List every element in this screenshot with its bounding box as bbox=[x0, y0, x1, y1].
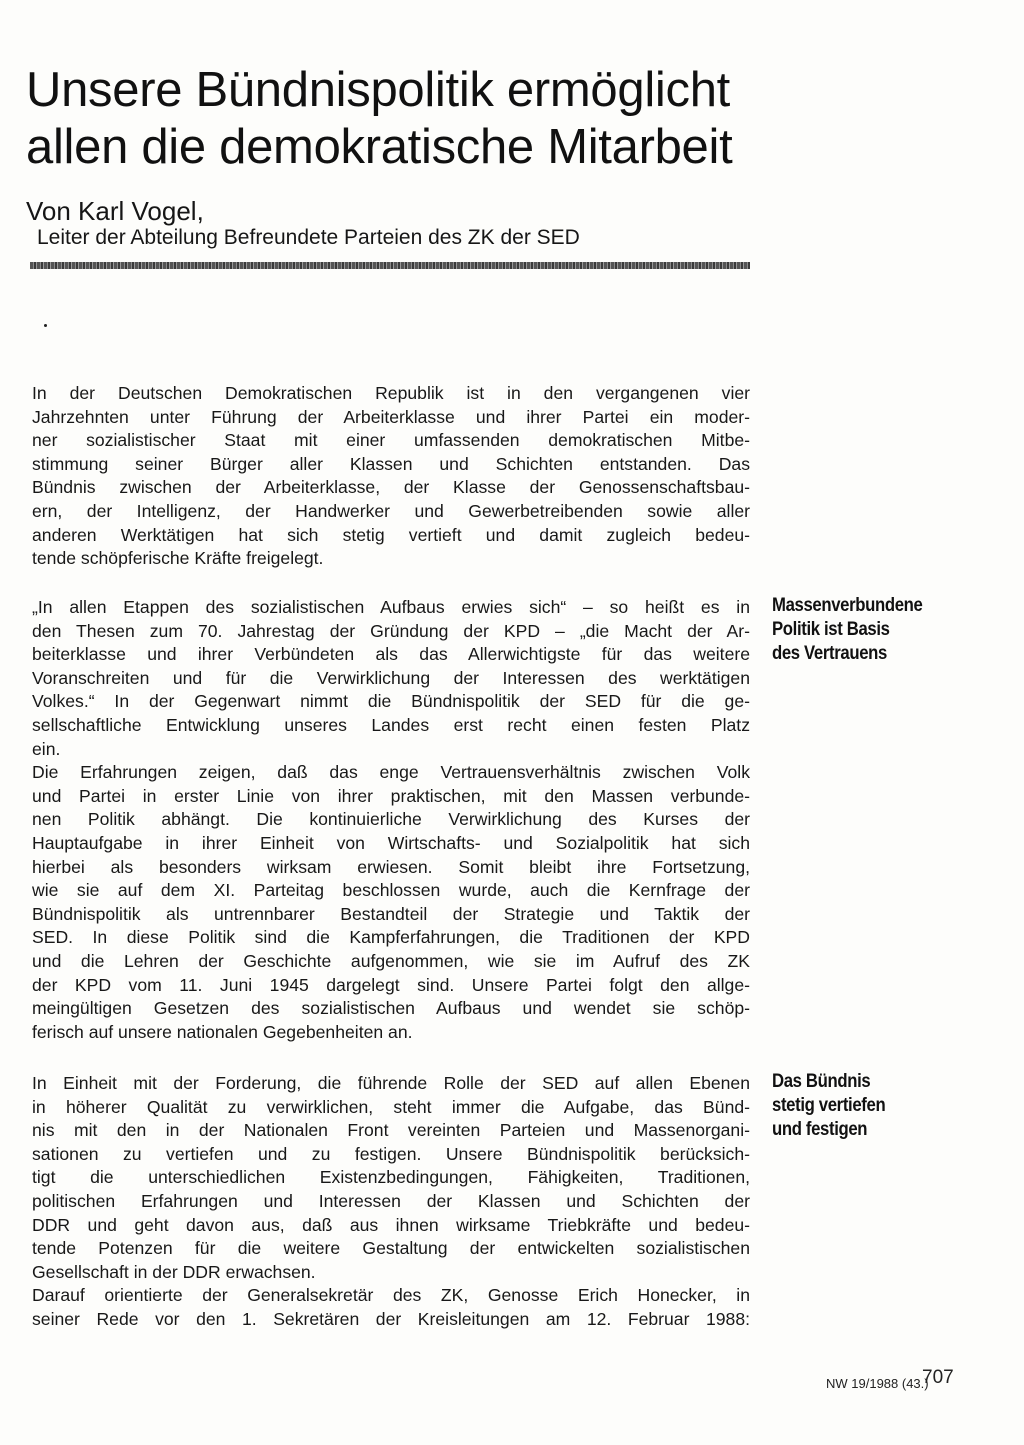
print-speck bbox=[44, 324, 47, 327]
text-line: In der Deutschen Demokratischen Republik ist in den vergangenen vier bbox=[32, 383, 750, 403]
paragraph bbox=[32, 596, 750, 761]
text-line: ner sozialistischer Staat mit einer umfassenden demokratischen Mitbe- bbox=[32, 430, 750, 451]
paragraph bbox=[32, 1284, 750, 1331]
issue-reference: NW 19/1988 (43.) bbox=[826, 1376, 929, 1391]
text-line: stimmung seiner Bürger aller Klassen und Schichten entstanden. Das bbox=[32, 453, 750, 474]
text-line: Die Erfahrungen zeigen, daß das enge Vertrauensverhältnis zwischen Volk bbox=[32, 762, 750, 783]
text-line: in höherer Qualität zu verwirklichen, steht immer die Aufgabe, das Bünd- bbox=[32, 1096, 750, 1117]
text-line: wie sie auf dem XI. Parteitag beschlossen wurde, auch die Kernfrage der bbox=[32, 880, 750, 901]
text-line: Hauptaufgabe in ihrer Einheit von Wirtschafts- und Sozialpolitik hat sich bbox=[32, 832, 750, 853]
text-line: nis mit den in der Nationalen Front vereinten Parteien und Massenorgani- bbox=[32, 1120, 750, 1141]
text-line: „In allen Etappen des sozialistischen Aufbaus erwies sich“ – so heißt es in bbox=[32, 597, 750, 617]
text-line: Voranschreiten und für die Verwirklichung der Interessen des werktätigen bbox=[32, 667, 750, 688]
author-affiliation: Leiter der Abteilung Befreundete Parteien des ZK der SED bbox=[37, 226, 580, 249]
text-line: ern, der Intelligenz, der Handwerker und Gewerbetreibenden sowie aller bbox=[32, 500, 750, 521]
text-line: In Einheit mit der Forderung, die führende Rolle der SED auf allen Ebenen bbox=[32, 1073, 750, 1093]
text-line: seiner Rede vor den 1. Sekretären der Kreisleitungen am 12. Februar 1988: bbox=[32, 1308, 750, 1329]
margin-heading bbox=[772, 594, 948, 666]
title-divider-rule bbox=[30, 262, 750, 269]
title-line: Unsere Bündnispolitik ermöglicht bbox=[26, 63, 730, 117]
margin-heading-line: des Vertrauens bbox=[772, 643, 887, 664]
paragraph bbox=[32, 382, 750, 571]
text-line: hierbei als besonders wirksam erwiesen. Somit bleibt ihre Fortsetzung, bbox=[32, 856, 750, 877]
margin-heading-line: stetig vertiefen bbox=[772, 1095, 886, 1116]
text-line: anderen Werktätigen hat sich stetig vertieft und damit zugleich bedeu- bbox=[32, 524, 750, 545]
text-line: den Thesen zum 70. Jahrestag der Gründung der KPD – „die Macht der Ar- bbox=[32, 620, 750, 641]
margin-heading-line: Massenverbundene bbox=[772, 595, 923, 616]
text-line: DDR und geht davon aus, daß aus ihnen wirksame Triebkräfte und bedeu- bbox=[32, 1214, 750, 1235]
text-line: beiterklasse und ihrer Verbündeten als das Allerwichtigste für das weitere bbox=[32, 644, 750, 665]
margin-heading-line: und festigen bbox=[772, 1119, 868, 1140]
text-line: Jahrzehnten unter Führung der Arbeiterklasse und ihrer Partei ein moder- bbox=[32, 406, 750, 427]
text-line: und die Lehren der Geschichte aufgenommen, wie sie im Aufruf des ZK bbox=[32, 950, 750, 971]
text-line: ferisch auf unsere nationalen Gegebenheiten an. bbox=[32, 1021, 413, 1042]
text-line: und Partei in erster Linie von ihrer praktischen, mit den Massen verbunde- bbox=[32, 785, 750, 806]
text-line: Bündnispolitik als untrennbarer Bestandteil der Strategie und Taktik der bbox=[32, 903, 750, 924]
text-line: Darauf orientierte der Generalsekretär des ZK, Genosse Erich Honecker, in bbox=[32, 1285, 750, 1306]
margin-heading bbox=[772, 1070, 948, 1142]
text-line: sationen zu vertiefen und zu festigen. Unsere Bündnispolitik berücksich- bbox=[32, 1143, 750, 1164]
paragraph bbox=[32, 761, 750, 1044]
margin-heading-line: Politik ist Basis bbox=[772, 619, 890, 640]
page-number: 707 bbox=[922, 1367, 954, 1388]
text-line: SED. In diese Politik sind die Kampferfahrungen, die Traditionen der KPD bbox=[32, 927, 750, 948]
text-line: Gesellschaft in der DDR erwachsen. bbox=[32, 1261, 316, 1282]
text-line: nen Politik abhängt. Die kontinuierliche Verwirklichung des Kurses der bbox=[32, 809, 750, 830]
author-byline: Von Karl Vogel, bbox=[26, 196, 204, 226]
text-line: meingültigen Gesetzen des sozialistischen Aufbaus und wendet sie schöp- bbox=[32, 998, 750, 1019]
title-line: allen die demokratische Mitarbeit bbox=[26, 120, 733, 174]
text-line: sellschaftliche Entwicklung unseres Landes erst recht einen festen Platz bbox=[32, 714, 750, 735]
text-line: tigt die unterschiedlichen Existenzbedingungen, Fähigkeiten, Traditionen, bbox=[32, 1167, 750, 1188]
text-line: Volkes.“ In der Gegenwart nimmt die Bündnispolitik der SED für die ge- bbox=[32, 691, 750, 712]
section-massenverbundene-politik bbox=[32, 596, 750, 1044]
text-line: Bündnis zwischen der Arbeiterklasse, der Klasse der Genossenschaftsbau- bbox=[32, 477, 750, 498]
margin-heading-line: Das Bündnis bbox=[772, 1071, 871, 1092]
text-line: der KPD vom 11. Juni 1945 dargelegt sind. Unsere Partei folgt den allge- bbox=[32, 974, 750, 995]
article-title bbox=[26, 62, 926, 176]
text-line: tende Potenzen für die weitere Gestaltung der entwickelten sozialistischen bbox=[32, 1238, 750, 1259]
text-line: politischen Erfahrungen und Interessen der Klassen und Schichten der bbox=[32, 1190, 750, 1211]
text-line: tende schöpferische Kräfte freigelegt. bbox=[32, 548, 324, 569]
paragraph bbox=[32, 1072, 750, 1284]
section-buendnis-vertiefen bbox=[32, 1072, 750, 1332]
intro-section bbox=[32, 382, 750, 571]
text-line: ein. bbox=[32, 738, 61, 759]
